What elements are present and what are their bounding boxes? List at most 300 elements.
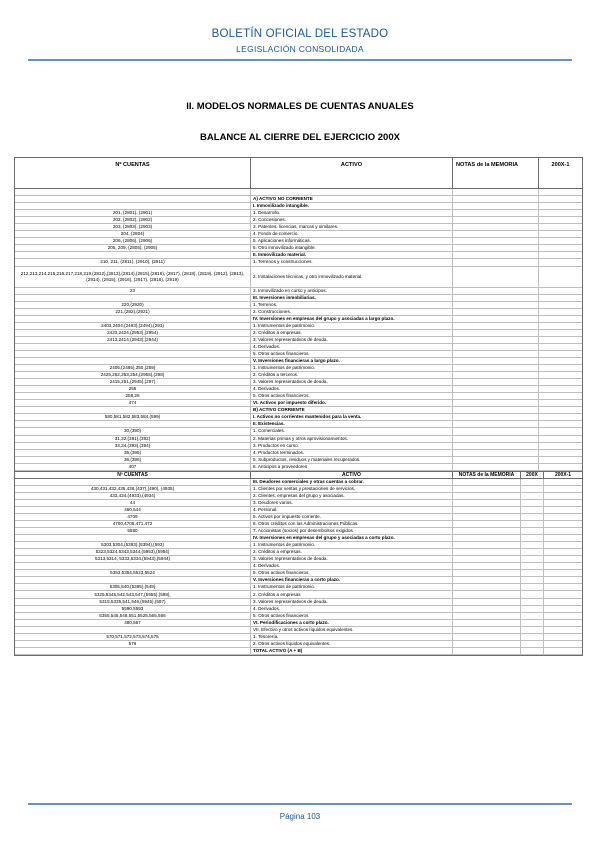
- cell-cuentas: 255: [15, 386, 251, 392]
- table-row: [15, 407, 582, 414]
- cell-activo: 1. Instrumentos de patrimonio.: [251, 323, 453, 329]
- cell-empty: [539, 443, 582, 449]
- cell-empty: [539, 400, 582, 406]
- cell-empty: [539, 436, 582, 442]
- table-row: [15, 627, 582, 634]
- cell-empty: [453, 288, 539, 294]
- cell-empty: [521, 486, 544, 492]
- cell-activo: 2. Créditos a empresas.: [251, 549, 453, 555]
- cell-cuentas: 580,581,582,583,584,(599): [15, 414, 251, 420]
- cell-empty: [453, 351, 539, 357]
- cell-empty: [544, 514, 582, 520]
- cell-activo: 1. Terrenos.: [251, 302, 453, 308]
- cell-cuentas: [15, 407, 251, 413]
- header-activo: ACTIVO: [251, 158, 453, 188]
- cell-empty: [539, 189, 582, 195]
- cell-activo: 1. Desarrollo.: [251, 210, 453, 216]
- cell-cuentas: 44: [15, 500, 251, 506]
- cell-cuentas: 2413,2414,(2943),(2944): [15, 337, 251, 343]
- cell-empty: [521, 521, 544, 527]
- cell-cuentas: [15, 358, 251, 364]
- table-row: [15, 393, 582, 400]
- table-row: [15, 365, 582, 372]
- cell-empty: [521, 570, 544, 576]
- table-row: [15, 231, 582, 238]
- cell-cuentas: 206, (2806), (2906): [15, 238, 251, 244]
- cell-activo: 6. Anticipos a proveedores: [251, 464, 453, 470]
- cell-cuentas: [15, 563, 251, 569]
- cell-cuentas: 576: [15, 641, 251, 647]
- table-row: [15, 606, 582, 613]
- cell-empty: [453, 577, 521, 583]
- table-row: [15, 217, 582, 224]
- cell-empty: [453, 556, 521, 562]
- cell-empty: [521, 648, 544, 654]
- cell-empty: [453, 450, 539, 456]
- cell-empty: [521, 542, 544, 548]
- cell-empty: [521, 535, 544, 541]
- cell-empty: [539, 302, 582, 308]
- cell-empty: [453, 267, 539, 287]
- cell-empty: [539, 217, 582, 223]
- cell-empty: [521, 613, 544, 619]
- cell-cuentas: [15, 648, 251, 654]
- cell-activo: 5. Otros activos financieros.: [251, 393, 453, 399]
- cell-cuentas: 2415,251,(2945),(297): [15, 379, 251, 385]
- cell-empty: [539, 231, 582, 237]
- balance-title: BALANCE AL CIERRE DEL EJERCICIO 200X: [200, 132, 400, 143]
- cell-empty: [453, 217, 539, 223]
- cell-activo: 1. Instrumentos de patrimonio.: [251, 584, 453, 590]
- table-row: [15, 288, 582, 295]
- table-row: [15, 252, 582, 259]
- cell-cuentas: 460,544: [15, 507, 251, 513]
- cell-empty: [453, 514, 521, 520]
- header-year: 200X-1: [551, 162, 570, 168]
- cell-cuentas: 2403,2404,(2493),(2494),(293): [15, 323, 251, 329]
- cell-empty: [544, 528, 582, 534]
- header2-cuentas: Nº CUENTAS: [15, 472, 251, 478]
- cell-empty: [539, 421, 582, 427]
- cell-empty: [521, 627, 544, 633]
- cell-activo: 3. Valores representativos de deuda.: [251, 379, 453, 385]
- cell-empty: [453, 634, 521, 640]
- cell-activo: 2. Concesiones.: [251, 217, 453, 223]
- cell-activo: III. Deudores comerciales y otras cuentas a cobrar.: [251, 479, 453, 485]
- balance-table: [14, 157, 583, 656]
- table-row: [15, 189, 582, 196]
- cell-cuentas: 23: [15, 288, 251, 294]
- cell-cuentas: 4700,4708,471,472: [15, 521, 251, 527]
- cell-empty: [544, 584, 582, 590]
- cell-cuentas: 201, (2801), (2901): [15, 210, 251, 216]
- cell-activo: 5. Otros activos financieros.: [251, 351, 453, 357]
- cell-cuentas: 202, (2802), (2902): [15, 217, 251, 223]
- table-row: [15, 400, 582, 407]
- table-row: [15, 486, 582, 493]
- cell-cuentas: 2423,2424,(2953),(2954): [15, 330, 251, 336]
- cell-empty: [453, 591, 521, 597]
- cell-cuentas: 433,434,(4933),(4934): [15, 493, 251, 499]
- cell-cuentas: 30,(390): [15, 428, 251, 434]
- cell-empty: [521, 599, 544, 605]
- cell-empty: [453, 358, 539, 364]
- cell-empty: [539, 358, 582, 364]
- cell-cuentas: [15, 577, 251, 583]
- table-row: [15, 570, 582, 577]
- table-row: [15, 196, 582, 203]
- cell-activo: 4. Derivados.: [251, 344, 453, 350]
- table-row: [15, 591, 582, 598]
- cell-empty: [539, 464, 582, 470]
- table-body-current: [15, 479, 582, 655]
- table-row: [15, 436, 582, 443]
- cell-empty: [544, 549, 582, 555]
- cell-cuentas: 5303,5304,(5393),(5394),(593): [15, 542, 251, 548]
- cell-empty: [453, 464, 539, 470]
- table-row: [15, 528, 582, 535]
- cell-cuentas: 5315,5335,541,546,(5945),(597): [15, 599, 251, 605]
- cell-cuentas: 5305,540,(5395),(549): [15, 584, 251, 590]
- cell-cuentas: 258,26: [15, 393, 251, 399]
- table-header: [15, 158, 582, 189]
- table-row: [15, 443, 582, 450]
- table-row: [15, 514, 582, 521]
- cell-empty: [539, 428, 582, 434]
- cell-activo: 4. Derivados.: [251, 386, 453, 392]
- table-row: [15, 267, 582, 288]
- cell-cuentas: [15, 316, 251, 322]
- cell-cuentas: 2425,252,253,254,(2955),(298): [15, 372, 251, 378]
- cell-activo: 4. Derivados.: [251, 563, 453, 569]
- cell-activo: 2. Otros activos líquidos equivalentes.: [251, 641, 453, 647]
- cell-empty: [539, 210, 582, 216]
- cell-activo: 4. Personal.: [251, 507, 453, 513]
- cell-cuentas: 2405,(2495),250,(259): [15, 365, 251, 371]
- table-header-repeat: [15, 471, 582, 479]
- cell-activo: VII. Efectivo y otros activos líquidos equivalentes.: [251, 627, 453, 633]
- cell-empty: [521, 606, 544, 612]
- cell-cuentas: 5355,545,548,551,5525,565,566: [15, 613, 251, 619]
- cell-empty: [453, 203, 539, 209]
- cell-activo: IV. Inversiones en empresas del grupo y asociadas a largo plazo.: [251, 316, 453, 322]
- cell-empty: [453, 479, 521, 485]
- gazette-title: BOLETÍN OFICIAL DEL ESTADO: [211, 28, 389, 40]
- cell-empty: [453, 295, 539, 301]
- cell-activo: 2. Materias primas y otros aprovisionamientos.: [251, 436, 453, 442]
- cell-activo: 6. Otro inmovilizado intangible.: [251, 245, 453, 251]
- cell-activo: I. Inmovilizado intangible.: [251, 203, 453, 209]
- cell-empty: [521, 641, 544, 647]
- cell-cuentas: [15, 189, 251, 195]
- cell-empty: [521, 563, 544, 569]
- cell-empty: [539, 457, 582, 463]
- cell-activo: 4. Fondo de comercio.: [251, 231, 453, 237]
- table-row: [15, 428, 582, 435]
- table-row: [15, 386, 582, 393]
- table-row: [15, 479, 582, 486]
- cell-empty: [453, 407, 539, 413]
- cell-empty: [539, 372, 582, 378]
- cell-empty: [453, 599, 521, 605]
- cell-empty: [539, 393, 582, 399]
- cell-activo: 4. Productos terminados.: [251, 450, 453, 456]
- cell-empty: [539, 379, 582, 385]
- cell-empty: [544, 577, 582, 583]
- cell-empty: [521, 528, 544, 534]
- cell-empty: [544, 542, 582, 548]
- header2-year-prev: 200X-1: [554, 471, 572, 478]
- cell-empty: [453, 245, 539, 251]
- cell-empty: [539, 344, 582, 350]
- cell-empty: [453, 238, 539, 244]
- table-row: [15, 577, 582, 584]
- cell-empty: [539, 259, 582, 265]
- cell-empty: [453, 372, 539, 378]
- cell-activo: V. Inversiones financieras a corto plazo.: [251, 577, 453, 583]
- cell-empty: [539, 351, 582, 357]
- cell-activo: 2. Instalaciones técnicas, y otro inmovilizado material.: [251, 267, 453, 287]
- cell-activo: 2. Créditos a terceros.: [251, 372, 453, 378]
- cell-cuentas: [15, 196, 251, 202]
- cell-empty: [521, 556, 544, 562]
- cell-empty: [544, 648, 582, 654]
- cell-empty: [521, 584, 544, 590]
- header-notas: NOTAS de la MEMORIA: [453, 158, 539, 188]
- cell-empty: [453, 393, 539, 399]
- cell-empty: [539, 414, 582, 420]
- cell-empty: [544, 627, 582, 633]
- cell-activo: 7. Accionistas (socios) por desembolsos exigidos: [251, 528, 453, 534]
- table-row: [15, 302, 582, 309]
- cell-activo: TOTAL ACTIVO (A + B): [251, 648, 453, 654]
- header-cuentas: Nº CUENTAS: [15, 158, 251, 188]
- cell-empty: [539, 252, 582, 258]
- cell-empty: [453, 231, 539, 237]
- table-row: [15, 337, 582, 344]
- table-row: [15, 563, 582, 570]
- table-row: [15, 203, 582, 210]
- cell-empty: [453, 641, 521, 647]
- cell-empty: [453, 189, 539, 195]
- cell-empty: [539, 295, 582, 301]
- cell-empty: [539, 288, 582, 294]
- cell-empty: [539, 365, 582, 371]
- cell-activo: 5. Otros activos financieros: [251, 613, 453, 619]
- cell-activo: VI. Activos por impuesto diferido.: [251, 400, 453, 406]
- cell-cuentas: 221,(282),(2921): [15, 309, 251, 315]
- header2-year: 200X: [521, 472, 544, 478]
- cell-empty: [453, 443, 539, 449]
- cell-empty: [521, 591, 544, 597]
- cell-activo: 4. Derivados.: [251, 606, 453, 612]
- cell-activo: 3. Deudores varios.: [251, 500, 453, 506]
- cell-empty: [539, 196, 582, 202]
- cell-activo: IV. Inversiones en empresas del grupo y asociadas a corto plazo.: [251, 535, 453, 541]
- table-row: [15, 330, 582, 337]
- cell-empty: [453, 196, 539, 202]
- cell-activo: 3. Productos en curso.: [251, 443, 453, 449]
- cell-activo: 1. Tesorería.: [251, 634, 453, 640]
- cell-activo: II. Existencias.: [251, 421, 453, 427]
- cell-cuentas: 204, (2804): [15, 231, 251, 237]
- cell-activo: 2. Clientes, empresas del grupo y asociadas.: [251, 493, 453, 499]
- cell-empty: [453, 436, 539, 442]
- cell-cuentas: [15, 203, 251, 209]
- cell-cuentas: 205, 209, (2805), (2905): [15, 245, 251, 251]
- cell-cuentas: 203, (2803), (2903): [15, 224, 251, 230]
- cell-empty: [453, 528, 521, 534]
- cell-activo: 2. Construcciones.: [251, 309, 453, 315]
- cell-activo: 5. Activos por impuesto corriente.: [251, 514, 453, 520]
- cell-empty: [453, 386, 539, 392]
- table-row: [15, 556, 582, 563]
- table-row: [15, 421, 582, 428]
- cell-empty: [544, 479, 582, 485]
- table-row: [15, 224, 582, 231]
- cell-empty: [453, 648, 521, 654]
- cell-empty: [539, 407, 582, 413]
- cell-cuentas: 36,(396): [15, 457, 251, 463]
- cell-empty: [453, 316, 539, 322]
- cell-activo: 2. Créditos a empresas: [251, 591, 453, 597]
- table-row: [15, 351, 582, 358]
- table-row: [15, 259, 582, 266]
- cell-activo: I. Activos no corrientes mantenidos para la venta.: [251, 414, 453, 420]
- table-row: [15, 457, 582, 464]
- cell-empty: [544, 606, 582, 612]
- cell-empty: [453, 224, 539, 230]
- table-row: [15, 344, 582, 351]
- table-row: [15, 323, 582, 330]
- table-row: [15, 358, 582, 365]
- cell-empty: [453, 620, 521, 626]
- cell-cuentas: 430,431,432,435,436,(437),(490), (4935): [15, 486, 251, 492]
- cell-empty: [521, 493, 544, 499]
- cell-cuentas: 5590,5593: [15, 606, 251, 612]
- cell-empty: [539, 267, 582, 287]
- header-divider: [28, 59, 572, 61]
- footer-divider: [28, 803, 572, 805]
- cell-cuentas: 35,(395): [15, 450, 251, 456]
- cell-empty: [539, 316, 582, 322]
- cell-cuentas: 33,34,(393),(394): [15, 443, 251, 449]
- cell-empty: [544, 599, 582, 605]
- header2-activo: ACTIVO: [251, 472, 453, 478]
- table-row: [15, 493, 582, 500]
- cell-activo: 1. Comerciales.: [251, 428, 453, 434]
- header2-notas: NOTAS de la MEMORIA: [453, 472, 521, 478]
- cell-cuentas: [15, 344, 251, 350]
- cell-empty: [453, 344, 539, 350]
- table-row: [15, 379, 582, 386]
- cell-activo: 6. Otros créditos con las Administraciones Públicas.: [251, 521, 453, 527]
- cell-empty: [453, 507, 521, 513]
- cell-cuentas: [15, 535, 251, 541]
- cell-cuentas: 5323,5324,5343,5344,(5953),(5954): [15, 549, 251, 555]
- cell-activo: 5. Subproductos, residuos y materiales recuperados.: [251, 457, 453, 463]
- cell-cuentas: 210, 211, (2811), (2910), (2911): [15, 259, 251, 265]
- cell-activo: [251, 189, 453, 195]
- cell-empty: [544, 507, 582, 513]
- cell-empty: [453, 400, 539, 406]
- cell-cuentas: 5580: [15, 528, 251, 534]
- table-row: [15, 549, 582, 556]
- table-row: [15, 584, 582, 591]
- cell-empty: [453, 330, 539, 336]
- table-row: [15, 648, 582, 655]
- cell-empty: [453, 421, 539, 427]
- cell-empty: [453, 379, 539, 385]
- gazette-subtitle: LEGISLACIÓN CONSOLIDADA: [236, 44, 364, 54]
- cell-activo: II. Inmovilizado material.: [251, 252, 453, 258]
- cell-empty: [453, 549, 521, 555]
- table-row: [15, 414, 582, 421]
- table-row: [15, 542, 582, 549]
- cell-activo: 3. Patentes, licencias, marcas y similares.: [251, 224, 453, 230]
- cell-cuentas: 4709: [15, 514, 251, 520]
- table-row: [15, 521, 582, 528]
- cell-cuentas: 5353,5354,5523,5524: [15, 570, 251, 576]
- table-row: [15, 295, 582, 302]
- cell-activo: V. Inversiones financieras a largo plazo.: [251, 358, 453, 364]
- cell-activo: 3. Inmovilizado en curso y anticipos.: [251, 288, 453, 294]
- cell-empty: [544, 535, 582, 541]
- cell-empty: [453, 542, 521, 548]
- cell-empty: [453, 584, 521, 590]
- cell-empty: [453, 606, 521, 612]
- cell-activo: B) ACTIVO CORRIENTE: [251, 407, 453, 413]
- cell-empty: [544, 563, 582, 569]
- cell-empty: [453, 323, 539, 329]
- cell-cuentas: [15, 252, 251, 258]
- table-row: [15, 500, 582, 507]
- cell-empty: [453, 521, 521, 527]
- cell-empty: [453, 210, 539, 216]
- cell-activo: III. Inversiones inmobiliarias.: [251, 295, 453, 301]
- cell-empty: [544, 500, 582, 506]
- cell-empty: [453, 457, 539, 463]
- cell-empty: [539, 238, 582, 244]
- cell-activo: 2. Créditos a empresas.: [251, 330, 453, 336]
- cell-empty: [521, 479, 544, 485]
- cell-empty: [453, 309, 539, 315]
- cell-cuentas: 31,32,(391),(392): [15, 436, 251, 442]
- section-title: II. MODELOS NORMALES DE CUENTAS ANUALES: [186, 101, 414, 112]
- table-row: [15, 535, 582, 542]
- cell-empty: [453, 252, 539, 258]
- cell-empty: [453, 259, 539, 265]
- cell-empty: [453, 428, 539, 434]
- table-row: [15, 464, 582, 471]
- cell-cuentas: 407: [15, 464, 251, 470]
- table-row: [15, 309, 582, 316]
- cell-empty: [453, 486, 521, 492]
- cell-cuentas: [15, 627, 251, 633]
- cell-activo: 3. Valores representativos de deuda.: [251, 556, 453, 562]
- cell-activo: 3. Valores representativos de deuda.: [251, 599, 453, 605]
- page-number: Página 103: [279, 812, 321, 821]
- cell-empty: [453, 535, 521, 541]
- table-row: [15, 238, 582, 245]
- cell-cuentas: [15, 479, 251, 485]
- cell-empty: [453, 493, 521, 499]
- table-row: [15, 507, 582, 514]
- cell-empty: [453, 570, 521, 576]
- cell-empty: [453, 365, 539, 371]
- cell-empty: [453, 500, 521, 506]
- cell-empty: [521, 500, 544, 506]
